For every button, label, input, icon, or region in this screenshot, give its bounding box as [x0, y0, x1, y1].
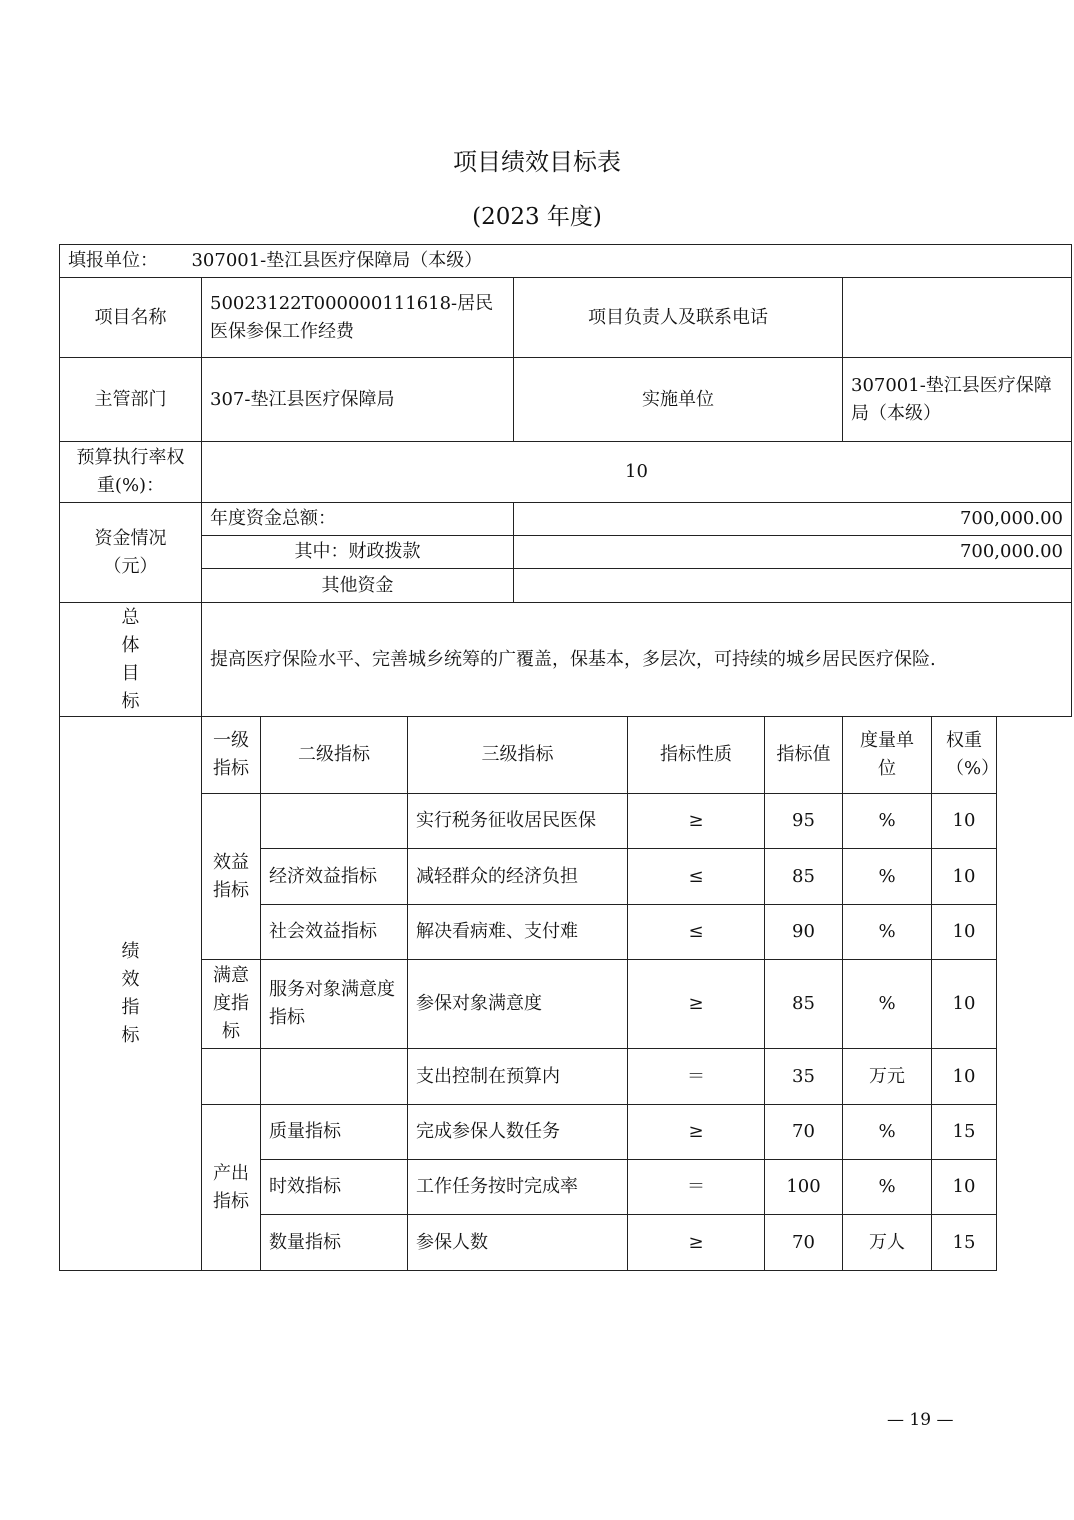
row-unit: %	[843, 849, 932, 905]
row-nature: ＝	[628, 1160, 765, 1215]
row-l2: 数量指标	[261, 1215, 408, 1271]
funds-fiscal-value: 700,000.00	[514, 536, 1072, 569]
row-weight: 15	[932, 1105, 997, 1160]
impl-unit-label: 实施单位	[514, 358, 843, 442]
group-output-label: 产出指标	[202, 1105, 261, 1271]
row-nature: ≥	[628, 960, 765, 1049]
project-leader-value	[843, 278, 1072, 358]
performance-target-table	[59, 244, 1072, 1271]
funds-total-label: 年度资金总额：	[202, 503, 514, 536]
row-weight: 10	[932, 794, 997, 849]
row-weight: 10	[932, 849, 997, 905]
row-l2	[261, 794, 408, 849]
table-row	[60, 794, 1072, 849]
row-nature: ≥	[628, 1215, 765, 1271]
reporting-unit-cell	[60, 245, 1072, 278]
row-nature: ＝	[628, 1049, 765, 1105]
row-unit: %	[843, 1160, 932, 1215]
project-leader-label: 项目负责人及联系电话	[514, 278, 843, 358]
row-l2: 社会效益指标	[261, 905, 408, 960]
header-unit: 度量单位	[843, 717, 932, 794]
dept-label: 主管部门	[60, 358, 202, 442]
budget-rate-value: 10	[202, 442, 1072, 503]
row-l2: 时效指标	[261, 1160, 408, 1215]
row-l1-empty	[202, 1049, 261, 1105]
page-number: — 19 —	[887, 1410, 954, 1430]
row-value: 70	[765, 1215, 843, 1271]
header-value: 指标值	[765, 717, 843, 794]
funds-total-value: 700,000.00	[514, 503, 1072, 536]
funds-fiscal-label: 其中：财政拨款	[202, 536, 514, 569]
row-weight: 10	[932, 1160, 997, 1215]
row-value: 85	[765, 849, 843, 905]
table-row	[60, 960, 1072, 1049]
dept-value: 307-垫江县医疗保障局	[202, 358, 514, 442]
row-l2	[261, 1049, 408, 1105]
header-nature: 指标性质	[628, 717, 765, 794]
group-satisfaction-label: 满意度指标	[202, 960, 261, 1049]
row-l2: 经济效益指标	[261, 849, 408, 905]
row-unit: %	[843, 905, 932, 960]
overall-goal-value: 提高医疗保险水平、完善城乡统筹的广覆盖，保基本，多层次，可持续的城乡居民医疗保险.	[202, 603, 1072, 717]
row-value: 100	[765, 1160, 843, 1215]
project-name-value: 50023122T000000111618-居民医保参保工作经费	[202, 278, 514, 358]
row-unit: %	[843, 960, 932, 1049]
row-l3: 实行税务征收居民医保	[408, 794, 628, 849]
row-nature: ≥	[628, 794, 765, 849]
row-nature: ≤	[628, 905, 765, 960]
row-value: 95	[765, 794, 843, 849]
funds-other-label: 其他资金	[202, 569, 514, 603]
row-value: 85	[765, 960, 843, 1049]
row-weight: 10	[932, 1049, 997, 1105]
row-l3: 减轻群众的经济负担	[408, 849, 628, 905]
header-level3: 三级指标	[408, 717, 628, 794]
row-unit: %	[843, 794, 932, 849]
row-l2: 质量指标	[261, 1105, 408, 1160]
row-l2: 服务对象满意度指标	[261, 960, 408, 1049]
page-subtitle: (2023 年度)	[472, 204, 602, 230]
funds-other-value	[514, 569, 1072, 603]
budget-rate-label: 预算执行率权重(%)：	[60, 442, 202, 503]
row-nature: ≤	[628, 849, 765, 905]
row-unit: 万人	[843, 1215, 932, 1271]
page-title: 项目绩效目标表	[453, 148, 621, 176]
header-level2: 二级指标	[261, 717, 408, 794]
row-unit: 万元	[843, 1049, 932, 1105]
overall-goal-label: 总体目标	[60, 603, 202, 717]
row-nature: ≥	[628, 1105, 765, 1160]
header-level1: 一级指标	[202, 717, 261, 794]
row-value: 70	[765, 1105, 843, 1160]
row-value: 90	[765, 905, 843, 960]
group-benefit-label: 效益指标	[202, 794, 261, 960]
impl-unit-value: 307001-垫江县医疗保障局（本级）	[843, 358, 1072, 442]
row-weight: 10	[932, 905, 997, 960]
table-row	[60, 1105, 1072, 1160]
reporting-unit-label: 填报单位：	[68, 250, 158, 271]
row-l3: 参保对象满意度	[408, 960, 628, 1049]
row-l3: 支出控制在预算内	[408, 1049, 628, 1105]
indicators-section-label: 绩效指标	[60, 717, 202, 1271]
row-weight: 15	[932, 1215, 997, 1271]
funds-label: 资金情况（元）	[60, 503, 202, 603]
row-l3: 完成参保人数任务	[408, 1105, 628, 1160]
row-unit: %	[843, 1105, 932, 1160]
project-name-label: 项目名称	[60, 278, 202, 358]
row-value: 35	[765, 1049, 843, 1105]
row-l3: 参保人数	[408, 1215, 628, 1271]
row-l3: 解决看病难、支付难	[408, 905, 628, 960]
table-row	[60, 1049, 1072, 1105]
header-weight: 权重（%）	[932, 717, 997, 794]
reporting-unit-value: 307001-垫江县医疗保障局（本级）	[191, 250, 483, 271]
row-weight: 10	[932, 960, 997, 1049]
row-l3: 工作任务按时完成率	[408, 1160, 628, 1215]
